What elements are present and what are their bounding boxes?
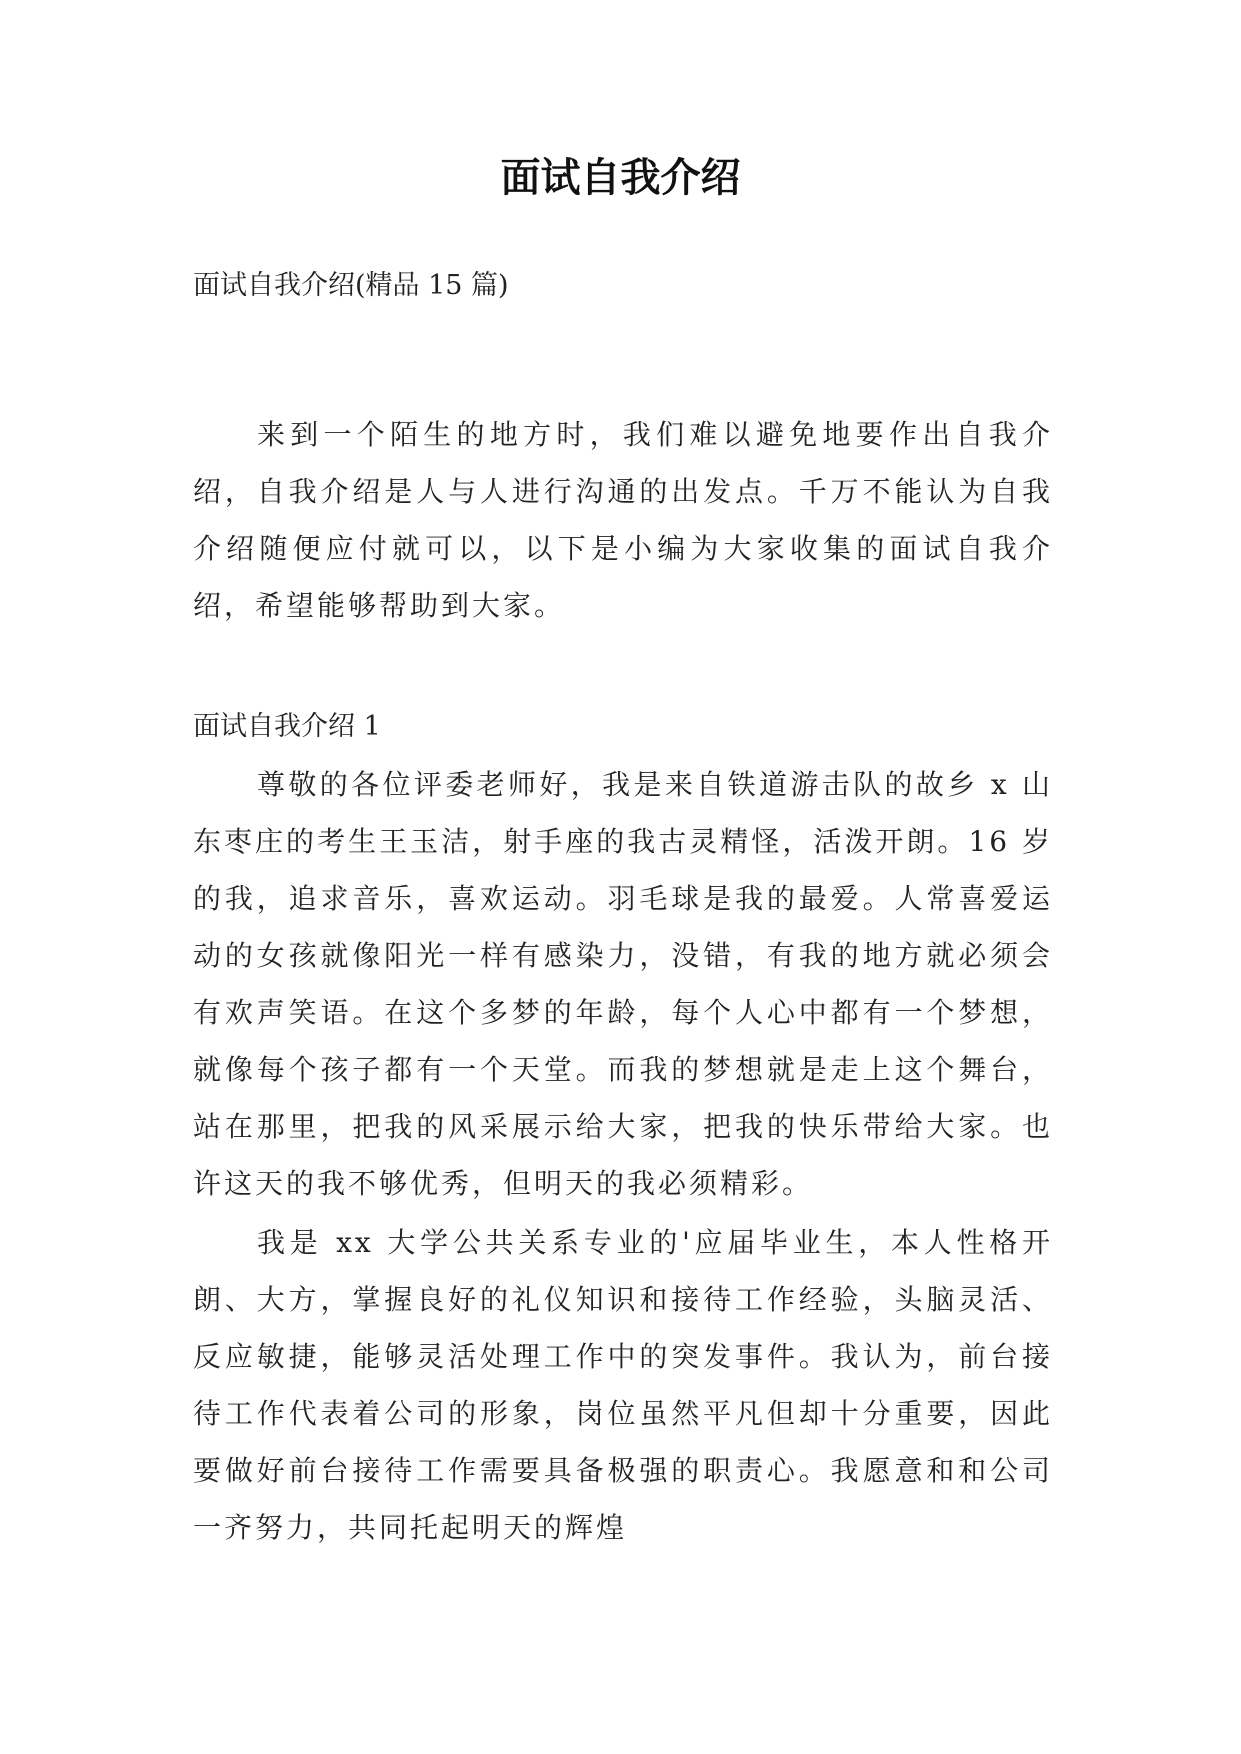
- intro-paragraph: 来到一个陌生的地方时，我们难以避免地要作出自我介绍，自我介绍是人与人进行沟通的出发点。千万不能认为自我介绍随便应付就可以，以下是小编为大家收集的面试自我介绍，希望能够帮助到大家。: [193, 418, 1053, 622]
- document-title: 面试自我介绍: [500, 155, 741, 201]
- document-subtitle: 面试自我介绍(精品 15 篇): [193, 270, 509, 301]
- section-heading: 面试自我介绍 1: [193, 711, 381, 742]
- section-paragraph-1: 尊敬的各位评委老师好，我是来自铁道游击队的故乡 x 山东枣庄的考生王玉洁，射手座的我古灵精怪，活泼开朗。16 岁的我，追求音乐，喜欢运动。羽毛球是我的最爱。人常喜爱运动的女孩就像阳光一样有感染力，没错，有我的地方就必须会有欢声笑语。在这个多梦的年龄，每个人心中都有一个梦想，就像每个孩子都有一个天堂。而我的梦想就是走上这个舞台，站在那里，把我的风采展示给大家，把我的快乐带给大家。也许这天的我不够优秀，但明天的我必须精彩。: [193, 768, 1053, 1200]
- section-paragraph-2: 我是 xx 大学公共关系专业的'应届毕业生，本人性格开朗、大方，掌握良好的礼仪知识和接待工作经验，头脑灵活、反应敏捷，能够灵活处理工作中的突发事件。我认为，前台接待工作代表着公司的形象，岗位虽然平凡但却十分重要，因此要做好前台接待工作需要具备极强的职责心。我愿意和和公司一齐努力，共同托起明天的辉煌: [193, 1226, 1053, 1544]
